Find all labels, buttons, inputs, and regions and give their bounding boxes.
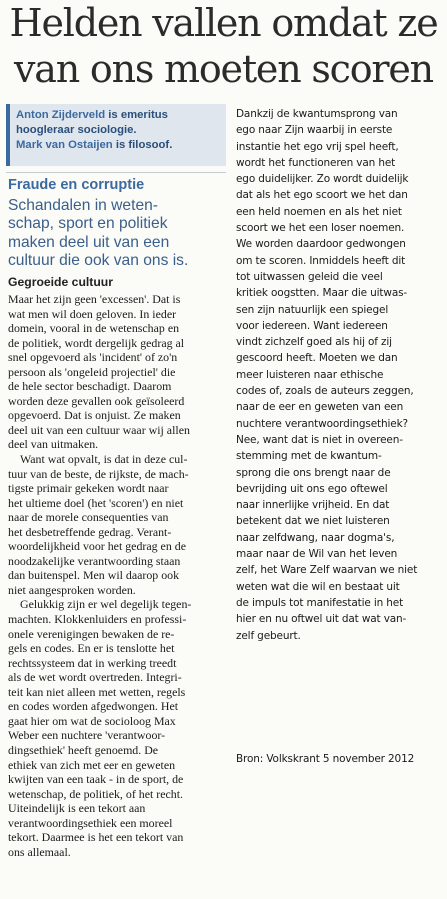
text-line: wetenschap, de politiek, of het recht. xyxy=(8,786,183,801)
text-line: verantwoordingsethiek een moreel xyxy=(8,815,173,830)
text-line: opgevoerd. Dat is onjuist. Ze maken xyxy=(8,408,181,423)
text-line: worden deze gevallen ook geïsoleerd xyxy=(8,393,185,408)
text-line: zelf, het Ware Zelf waarvan we niet xyxy=(236,564,418,577)
text-line: sen zijn natuurlijk een spiegel xyxy=(236,303,389,316)
text-line: gels en codes. En er is tenslotte het xyxy=(8,641,175,656)
text-line: als de wet wordt overtreden. Integri- xyxy=(8,670,182,685)
text-line: rechtssysteem dat in werking treedt xyxy=(8,655,177,670)
paragraph xyxy=(8,452,230,597)
intro-line: maken deel uit van een xyxy=(8,233,170,251)
text-line: de hele sector beschadigt. Daarom xyxy=(8,379,172,394)
text-line: de impuls tot manifestatie in het xyxy=(236,596,404,609)
text-line: voor iedereen. Want iedereen xyxy=(236,319,388,332)
text-line: naar zelfdwang, naar dogma's, xyxy=(236,531,395,544)
text-line: deel uit van een cultuur waar wij allen xyxy=(8,422,190,437)
text-line: het ultieme doel (het 'scoren') en niet xyxy=(8,495,184,510)
text-line: persoon als 'ongeleid projectiel' die xyxy=(8,364,176,379)
text-line: Nee, want dat is niet in overeen- xyxy=(236,433,403,446)
headline-line-1: Helden vallen omdat ze xyxy=(9,1,438,45)
text-line: dingsethiek' heeft genoemd. De xyxy=(8,742,159,757)
text-line: hier en nu oftwel uit dat wat van- xyxy=(236,613,407,626)
text-line: niet aangesproken worden. xyxy=(8,582,136,597)
text-line: ons allemaal. xyxy=(8,844,71,859)
intro-line: Schandalen in weten- xyxy=(8,197,158,214)
text-line: en codes worden afgedwongen. Het xyxy=(8,699,179,714)
author-1-role-2: hoogleraar sociologie. xyxy=(16,124,137,136)
author-1 xyxy=(16,108,220,123)
text-line: codes of, zoals de auteurs zeggen, xyxy=(236,385,414,398)
text-line: gaat hier om wat de socioloog Max xyxy=(8,713,176,728)
intro-line: schap, sport en politiek xyxy=(8,215,168,233)
author-2-role: is filosoof. xyxy=(112,139,173,151)
text-line: dan buitenspel. Men wil daarop ook xyxy=(8,568,180,583)
text-line: Uiteindelijk is een tekort aan xyxy=(8,801,146,816)
text-line: teit kan niet alleen met wetten, regels xyxy=(8,684,186,699)
text-line: sprong die ons brengt naar de xyxy=(236,466,391,479)
text-line: het desbetreffende gedrag. Verant- xyxy=(8,524,172,539)
text-line: Gelukkig zijn er wel degelijk tegen- xyxy=(20,597,192,612)
text-line: machten. Klokkenluiders en professi- xyxy=(8,612,187,627)
text-line: Maar het zijn geen 'excessen'. Dat is xyxy=(8,292,181,306)
text-line: weten wat die wil en bestaat uit xyxy=(236,580,400,593)
text-line: instantie het ego vrij spel heeft, xyxy=(236,140,399,153)
text-line: scoort we het een loser noemen. xyxy=(236,222,405,235)
text-line: We worden daardoor gedwongen xyxy=(236,238,406,251)
text-line: Dankzij de kwantumsprong van xyxy=(236,108,398,120)
text-line: kwijten van een taak - in de sport, de xyxy=(8,772,184,787)
text-line: Want wat opvalt, is dat in deze cul- xyxy=(20,452,188,467)
text-line: nuchtere verantwoordingsethiek? xyxy=(236,417,408,430)
headline-line-2: van ons moeten scoren xyxy=(14,47,433,91)
intro xyxy=(8,197,230,271)
author-1-role: is emeritus xyxy=(105,109,168,121)
text-line: stemming met de kwantum- xyxy=(236,450,382,463)
text-line: gescoord heeft. Moeten we dan xyxy=(236,352,398,365)
author-2 xyxy=(16,138,220,153)
text-line: tekort. Daarmee is het een tekort van xyxy=(8,830,184,845)
text-line: betekent dat we niet luisteren xyxy=(236,515,390,528)
text-line: vindt zichzelf goed als hij of zij xyxy=(236,336,392,349)
text-line: snel opgevoerd als 'incident' of zo'n xyxy=(8,350,178,365)
text-line: om te scoren. Inmiddels heeft dit xyxy=(236,254,406,267)
left-column-body xyxy=(8,292,230,892)
kicker: Fraude en corruptie xyxy=(8,177,145,193)
text-line: wordt het functioneren van het xyxy=(236,156,396,169)
subhead: Gegroeide cultuur xyxy=(8,275,113,289)
text-line: bevrijding uit ons ego oftewel xyxy=(236,482,388,495)
text-line: ego duidelijker. Zo wordt duidelijk xyxy=(236,173,409,186)
text-line: onele verenigingen bewaken de re- xyxy=(8,626,175,641)
intro-line: cultuur die ook van ons is. xyxy=(8,252,189,270)
text-line: woordelijkheid voor het gedrag en de xyxy=(8,539,186,554)
paragraph xyxy=(8,597,230,859)
author-box xyxy=(6,104,226,166)
text-line: naar innerlijke vrijheid. En dat xyxy=(236,499,390,512)
text-line: ego naar Zijn waarbij in eerste xyxy=(236,124,393,137)
text-line: de politiek, wordt dergelijk gedrag al xyxy=(8,335,185,350)
divider xyxy=(6,172,226,173)
text-line: maar naar de Wil van het leven xyxy=(236,548,398,561)
right-column-body xyxy=(236,106,445,644)
text-line: noodzakelijke verantwoording staan xyxy=(8,553,181,568)
text-line: zelf gebeurt. xyxy=(236,629,301,642)
text-line: deel van uitmaken. xyxy=(8,437,99,452)
text-line: domein, vooral in de wetenschap en xyxy=(8,321,180,336)
text-line: kritiek oogstten. Maar die uitwas- xyxy=(236,287,408,300)
author-2-name: Mark van Ostaijen xyxy=(16,139,113,151)
text-line: naar de morele consequenties van xyxy=(8,510,169,525)
text-line: wat men wil doen geloven. In ieder xyxy=(8,306,177,321)
text-line: tuur van de beste, de rijkste, de mach- xyxy=(8,466,189,481)
text-line: ethiek van zich met eer en geweten xyxy=(8,757,176,772)
text-line: een held noemen en als het niet xyxy=(236,205,402,218)
text-line: naar de eer en geweten van een xyxy=(236,401,404,414)
paragraph xyxy=(8,292,230,452)
text-line: tigste primair gekeken wordt naar xyxy=(8,481,169,496)
source-line: Bron: Volkskrant 5 november 2012 xyxy=(236,753,415,765)
text-line: meer luisteren naar ethische xyxy=(236,368,384,381)
text-line: Weber een nuchtere 'verantwoor- xyxy=(8,728,166,743)
text-line: tot uitwassen geleid die veel xyxy=(236,270,383,283)
text-line: dat als het ego scoort we het dan xyxy=(236,189,408,202)
headline xyxy=(0,0,447,98)
author-1-name: Anton Zijderveld xyxy=(16,109,106,121)
